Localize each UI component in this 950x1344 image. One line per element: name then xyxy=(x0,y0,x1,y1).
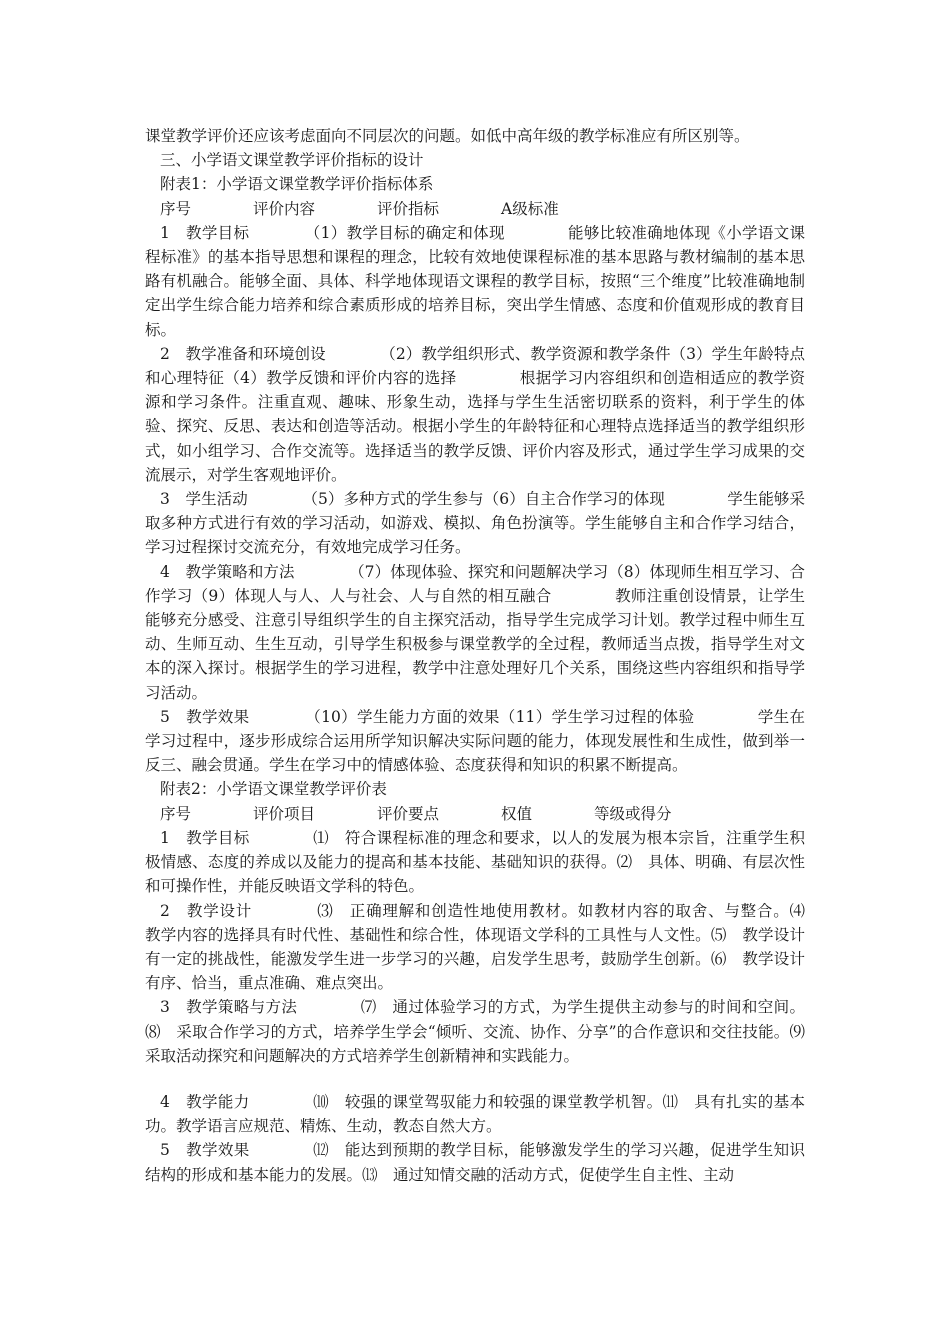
table1-row-2: 2 教学准备和环境创设 （2）教学组织形式、教学资源和教学条件（3）学生年龄特点和心理特征（4）教学反馈和评价内容的选择 根据学习内容组织和创造相适应的教学资源和学习条件。注重直观、趣味、形象生动，选择与学生生活密切联系的资料，利于学生的体验、探究、反思、表达和创造等活动。根据小学生的年龄特征和心理特点选择适当的教学组织形式，如小组学习、合作交流等。选择适当的教学反馈、评价内容及形式，通过学生学习成果的交流展示，对学生客观地评价。 xyxy=(145,344,805,484)
table1-header: 序号 评价内容 评价指标 A级标准 xyxy=(160,199,559,218)
table1-row-1: 1 教学目标 （1）教学目标的确定和体现 能够比较准确地体现《小学语文课程标准》的基本指导思想和课程的理念，比较有效地使课程标准的基本思路与教材编制的基本思路有机融合。能够全面、具体、科学地体现语文课程的教学目标，按照“三个维度”比较准确地制定出学生综合能力培养和综合素质形成的培养目标，突出学生情感、态度和价值观形成的教育目标。 xyxy=(145,223,805,339)
table2-title: 附表2：小学语文课堂教学评价表 xyxy=(160,780,387,799)
table2-row-5: 5 教学效果 ⑿ 能达到预期的教学目标，能够激发学生的学习兴趣，促进学生知识结构的形成和基本能力的发展。⒀ 通过知情交融的活动方式，促使学生自主性、主动 xyxy=(145,1141,805,1184)
table1-row-3: 3 学生活动 （5）多种方式的学生参与（6）自主合作学习的体现 学生能够采取多种方式进行有效的学习活动，如游戏、模拟、角色扮演等。学生能够自主和合作学习结合，学习过程探讨交流充分，有效地完成学习任务。 xyxy=(145,490,805,557)
table2-header: 序号 评价项目 评价要点 权值 等级或得分 xyxy=(160,804,672,823)
table1-title: 附表1：小学语文课堂教学评价指标体系 xyxy=(160,175,434,194)
table2-row-3: 3 教学策略与方法 ⑺ 通过体验学习的方式，为学生提供主动参与的时间和空间。⑻ 采取合作学习的方式，培养学生学会“倾听、交流、协作、分享”的合作意识和交往技能。⑼ 采取活动探究和问题解决的方式培养学生创新精神和实践能力。 xyxy=(145,998,821,1065)
section-heading: 三、小学语文课堂教学评价指标的设计 xyxy=(160,151,424,170)
table1-row-5: 5 教学效果 （10）学生能力方面的效果（11）学生学习过程的体验 学生在学习过程中，逐步形成综合运用所学知识解决实际问题的能力，体现发展性和生成性，做到举一反三、融会贯通。学生在学习中的情感体验、态度获得和知识的积累不断提高。 xyxy=(145,707,805,775)
paragraph-intro: 课堂教学评价还应该考虑面向不同层次的问题。如低中高年级的教学标准应有所区别等。 xyxy=(145,127,750,145)
table2-row-4: 4 教学能力 ⑽ 较强的课堂驾驭能力和较强的课堂教学机智。⑾ 具有扎实的基本功。教学语言应规范、精炼、生动，教态自然大方。 xyxy=(145,1092,805,1136)
table2-row-2: 2 教学设计 ⑶ 正确理解和创造性地使用教材。如教材内容的取舍、与整合。⑷ 教学内容的选择具有时代性、基础性和综合性，体现语文学科的工具性与人文性。⑸ 教学设计有一定的挑战性，能激发学生进一步学习的兴趣，启发学生思考，鼓励学生创新。⑹ 教学设计有序、恰当，重点准确、难点突出。 xyxy=(145,901,821,993)
table2-row-1: 1 教学目标 ⑴ 符合课程标准的理念和要求，以人的发展为根本宗旨，注重学生积极情感、态度的养成以及能力的提高和基本技能、基础知识的获得。⑵ 具体、明确、有层次性和可操作性，并能反映语文学科的特色。 xyxy=(145,828,805,896)
table1-row-4: 4 教学策略和方法 （7）体现体验、探究和问题解决学习（8）体现师生相互学习、合作学习（9）体现人与人、人与社会、人与自然的相互融合 教师注重创设情景，让学生能够充分感受、注意引导组织学生的自主探究活动，指导学生完成学习计划。教学过程中师生互动、生师互动、生生互动，引导学生积极参与课堂教学的全过程，教师适当点拨，指导学生对文本的深入探讨。根据学生的学习进程，教学中注意处理好几个关系，围绕这些内容组织和指导学习活动。 xyxy=(145,562,805,702)
blank-line xyxy=(145,1068,805,1090)
